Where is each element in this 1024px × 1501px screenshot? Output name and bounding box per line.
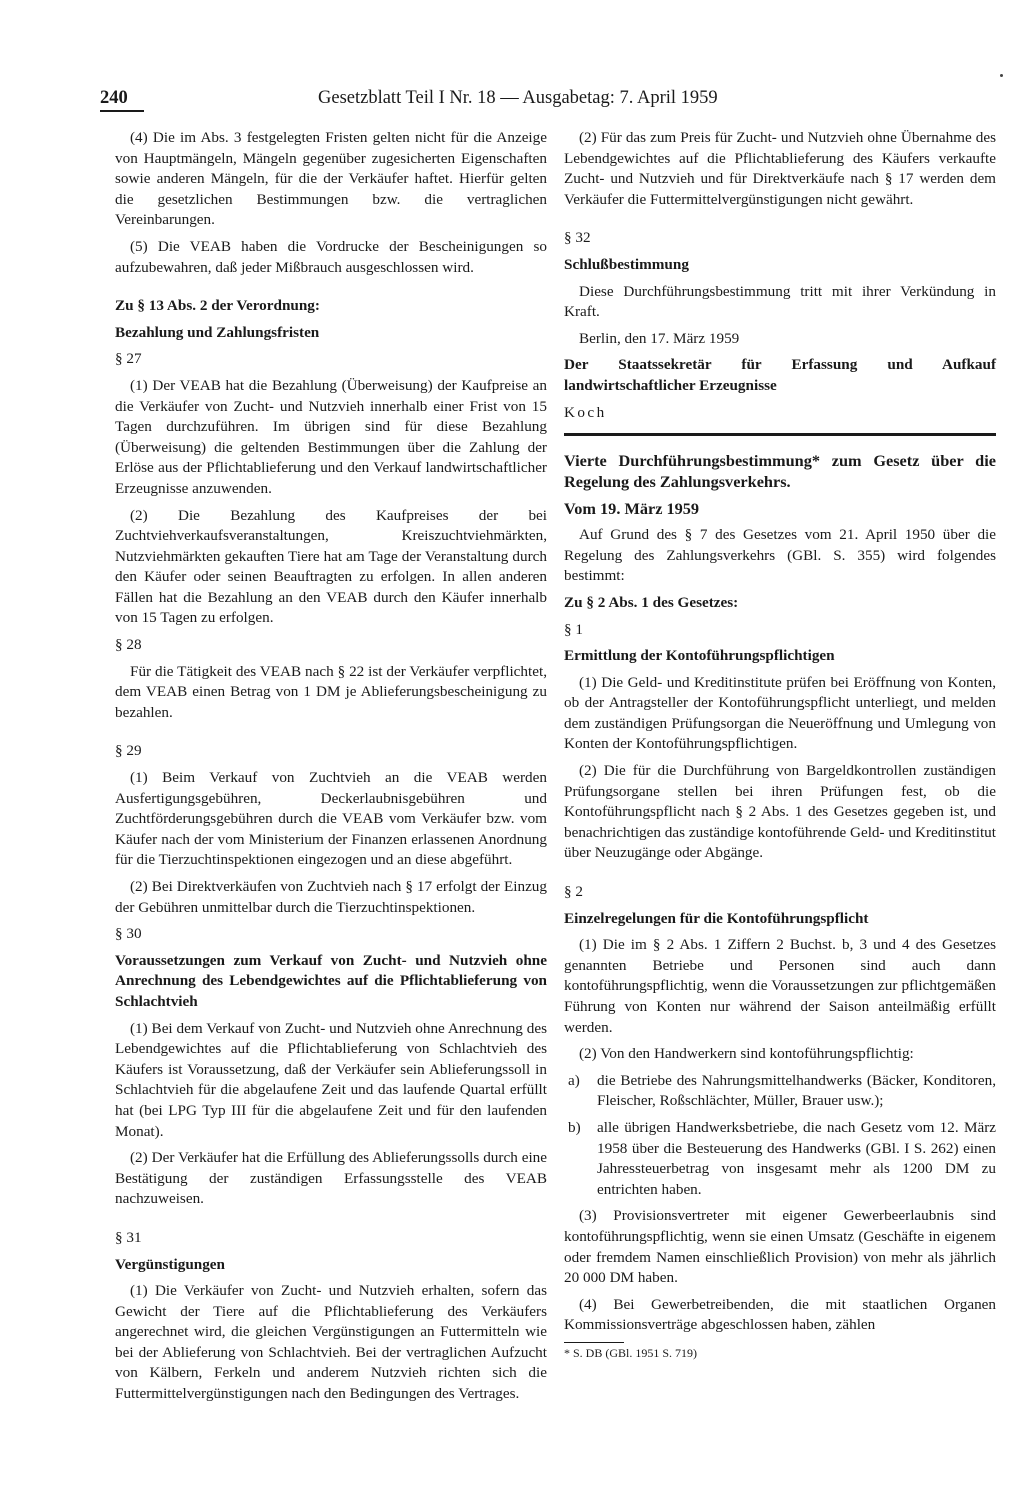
list-item: [564, 1118, 996, 1200]
list-item-text: alle übrigen Handwerksbetriebe, die nach Gesetz vom 12. März 1958 über die Besteuerung des Handwerks (GBl. I S. 262) einen Jahressteuerbetrag von insgesamt mehr als 1200 DM zu entrichten haben.: [597, 1118, 996, 1198]
document-title: Vierte Durchführungsbestimmung* zum Gesetz über die Regelung des Zahlungsverkehrs.: [564, 451, 996, 492]
section-number: § 2: [564, 883, 583, 901]
spacer: [115, 1216, 547, 1228]
signatory-title: Der Staatssekretär für Erfassung und Aufkauf landwirtschaftlicher Erzeugnisse: [564, 356, 996, 394]
section-heading: Ermittlung der Kontoführungspflichtigen: [564, 647, 835, 665]
section-heading: Bezahlung und Zahlungsfristen: [115, 323, 320, 341]
document-date: Vom 19. März 1959: [564, 499, 700, 519]
signatory-name: Koch: [564, 403, 607, 421]
page-number: 240: [100, 88, 128, 108]
paragraph: (2) Der Verkäufer hat die Erfüllung des Ablieferungssolls durch eine Bestätigung der zuständigen Erfassungsstelle des VEAB nachzuweisen.: [115, 1149, 547, 1208]
right-column: [564, 128, 996, 1367]
paragraph: (2) Bei Direktverkäufen von Zuchtvieh nach § 17 erfolgt der Einzug der Gebühren unmittelbar durch die Tierzuchtinspektionen.: [115, 878, 547, 916]
spacer: [564, 870, 996, 882]
section-reference: Zu § 13 Abs. 2 der Verordnung:: [115, 297, 320, 315]
preamble: Auf Grund des § 7 des Gesetzes vom 21. April 1950 über die Regelung des Zahlungsverkehrs (GBl. S. 355) wird folgendes bestimmt:: [564, 526, 996, 585]
paragraph: (4) Die im Abs. 3 festgelegten Fristen gelten nicht für die Anzeige von Hauptmängeln, Mängeln gegenüber zugesicherten Eigenschaften sowie anderen Mängeln, für die der Verkäufer haftet. Hierfür gelten die gesetzlichen Bestimmungen bzw. die vertraglichen Vereinbarungen.: [115, 129, 547, 229]
left-column: [115, 128, 547, 1411]
section-heading: Einzelregelungen für die Kontoführungspflicht: [564, 909, 869, 927]
scan-speck: [1000, 74, 1003, 77]
spacer: [115, 729, 547, 741]
list-item-text: die Betriebe des Nahrungsmittelhandwerks (Bäcker, Konditoren, Fleischer, Roßschlächter, Müller, Brauer usw.);: [597, 1071, 996, 1110]
paragraph: (2) Für das zum Preis für Zucht- und Nutzvieh ohne Übernahme des Lebendgewichtes auf die Pflichtablieferung des Käufers verkaufte Zucht- und Nutzvieh und für Direktverkäufe nach § 17 werden dem Verkäufer die Futtermittelvergünstigungen nicht gewährt.: [564, 129, 996, 208]
spacer: [564, 216, 996, 228]
footnote-rule: [564, 1342, 624, 1343]
section-heading: Vergünstigungen: [115, 1255, 225, 1273]
paragraph: Diese Durchführungsbestimmung tritt mit ihrer Verkündung in Kraft.: [564, 282, 996, 321]
paragraph: (5) Die VEAB haben die Vordrucke der Bescheinigungen so aufzubewahren, daß jeder Mißbrauch ausgeschlossen wird.: [115, 237, 547, 276]
list-marker: b): [568, 1118, 581, 1136]
section-number: § 1: [564, 620, 583, 638]
list-marker: a): [568, 1071, 580, 1089]
document-divider: [564, 433, 996, 436]
spacer: [115, 284, 547, 296]
footnote: * S. DB (GBl. 1951 S. 719): [564, 1345, 698, 1360]
section-heading: Schlußbestimmung: [564, 255, 689, 273]
page-header: [100, 86, 790, 110]
paragraph: (4) Bei Gewerbetreibenden, die mit staatlichen Organen Kommissionsverträge abgeschlossen haben, zählen: [564, 1295, 996, 1334]
craft-list: [564, 1071, 996, 1201]
paragraph: (1) Die Geld- und Kreditinstitute prüfen bei Eröffnung von Konten, ob der Antragsteller der Kontoführungspflicht unterliegt, und melden dem zuständigen Prüfungsorgan die Neueröffnung und Umlegung von Konten der Kontoführungspflichtigen.: [564, 673, 996, 753]
section-number: § 30: [115, 925, 142, 943]
section-number: § 28: [115, 636, 142, 654]
section-number: § 27: [115, 350, 142, 368]
running-title: Gesetzblatt Teil I Nr. 18 — Ausgabetag: 7. April 1959: [318, 88, 718, 108]
section-number: § 31: [115, 1228, 142, 1246]
paragraph: (1) Bei dem Verkauf von Zucht- und Nutzvieh ohne Anrechnung des Lebendgewichtes auf die Pflichtablieferung von Schlachtvieh des Käufers ist Voraussetzung, daß der Verkäufer sein Ablieferungssoll in Schlachtvieh für die abgelaufene Zeit und das laufende Quartal erfüllt hat (bei LPG Typ III für die abgelaufene Zeit und für den laufenden Monat).: [115, 1019, 547, 1140]
paragraph: (1) Die Verkäufer von Zucht- und Nutzvieh erhalten, sofern das Gewicht der Tiere auf die Pflichtablieferung des Verkäufers angerechnet wird, die gleichen Vergünstigungen an Futtermitteln wie bei der Ablieferung von Schlachtvieh. Bei der vertraglichen Aufzucht von Kälbern, Ferkeln und anderem Nutzvieh richten sich die Futtermittelvergünstigungen nach den Bedingungen des Vertrages.: [115, 1282, 547, 1403]
paragraph: (1) Der VEAB hat die Bezahlung (Überweisung) der Kaufpreise an die Verkäufer von Zucht- und Nutzvieh innerhalb einer Frist von 15 Tagen durchzuführen. Im übrigen sind für diese Bezahlung (Überweisung) die geltenden Bestimmungen über die Zahlung der Erlöse aus der Pflichtablieferung und den Verkauf landwirtschaftlicher Erzeugnisse anzuwenden.: [115, 376, 547, 497]
paragraph: (3) Provisionsvertreter mit eigener Gewerbeerlaubnis sind kontoführungspflichtig, wenn sie einen Umsatz (Geschäfte in eigenem oder fremdem Namen einschließlich Provision) von mehr als jährlich 20 000 DM haben.: [564, 1207, 996, 1287]
paragraph: (2) Von den Handwerkern sind kontoführungspflichtig:: [579, 1045, 914, 1063]
paragraph: (2) Die Bezahlung des Kaufpreises der bei Zuchtviehverkaufsveranstaltungen, Kreiszuchtviehmärkten, Nutzviehmärkten gekauften Tiere hat am Tage der Veranstaltung durch den Käufer oder seinen Beauftragten zu erfolgen. In allen anderen Fällen hat die Bezahlung an den VEAB durch den Käufer innerhalb von 15 Tagen zu erfolgen.: [115, 506, 547, 627]
paragraph: Für die Tätigkeit des VEAB nach § 22 ist der Verkäufer verpflichtet, dem VEAB einen Betrag von 1 DM je Ablieferungsbescheinigung zu bezahlen.: [115, 662, 547, 721]
section-number: § 29: [115, 742, 142, 760]
signing-date: Berlin, den 17. März 1959: [579, 329, 740, 347]
paragraph: (1) Die im § 2 Abs. 1 Ziffern 2 Buchst. b, 3 und 4 des Gesetzes genannten Betriebe und Personen sind auch dann kontoführungspflichtig, wenn die Voraussetzungen zur pflichtgemäßen Führung von Konten nur während der Saison anteilmäßig erfüllt werden.: [564, 936, 996, 1036]
list-item: [564, 1071, 996, 1112]
section-reference: Zu § 2 Abs. 1 des Gesetzes:: [564, 593, 739, 611]
section-heading: Voraussetzungen zum Verkauf von Zucht- und Nutzvieh ohne Anrechnung des Lebendgewichtes auf die Pflichtablieferung von Schlachtvieh: [115, 951, 547, 1010]
page-number-underline: [100, 110, 144, 112]
section-number: § 32: [564, 229, 591, 247]
paragraph: (2) Die für die Durchführung von Bargeldkontrollen zuständigen Prüfungsorgane stellen bei ihren Prüfungen fest, ob die Kontoführungspflicht nach § 2 Abs. 1 des Gesetzes gegeben ist, und benachrichtigen das zuständige kontoführende Geld- und Kreditinstitut über Neuzugänge oder Abgänge.: [564, 762, 996, 862]
paragraph: (1) Beim Verkauf von Zuchtvieh an die VEAB werden Ausfertigungsgebühren, Deckerlaubnisgebühren und Zuchtförderungsgebühren durch die VEAB vom Verkäufer bzw. vom Käufer nach der vom Ministerium der Finanzen erlassenen Anordnung für die Tierzuchtinspektionen eingezogen und an diese abgeführt.: [115, 769, 547, 869]
